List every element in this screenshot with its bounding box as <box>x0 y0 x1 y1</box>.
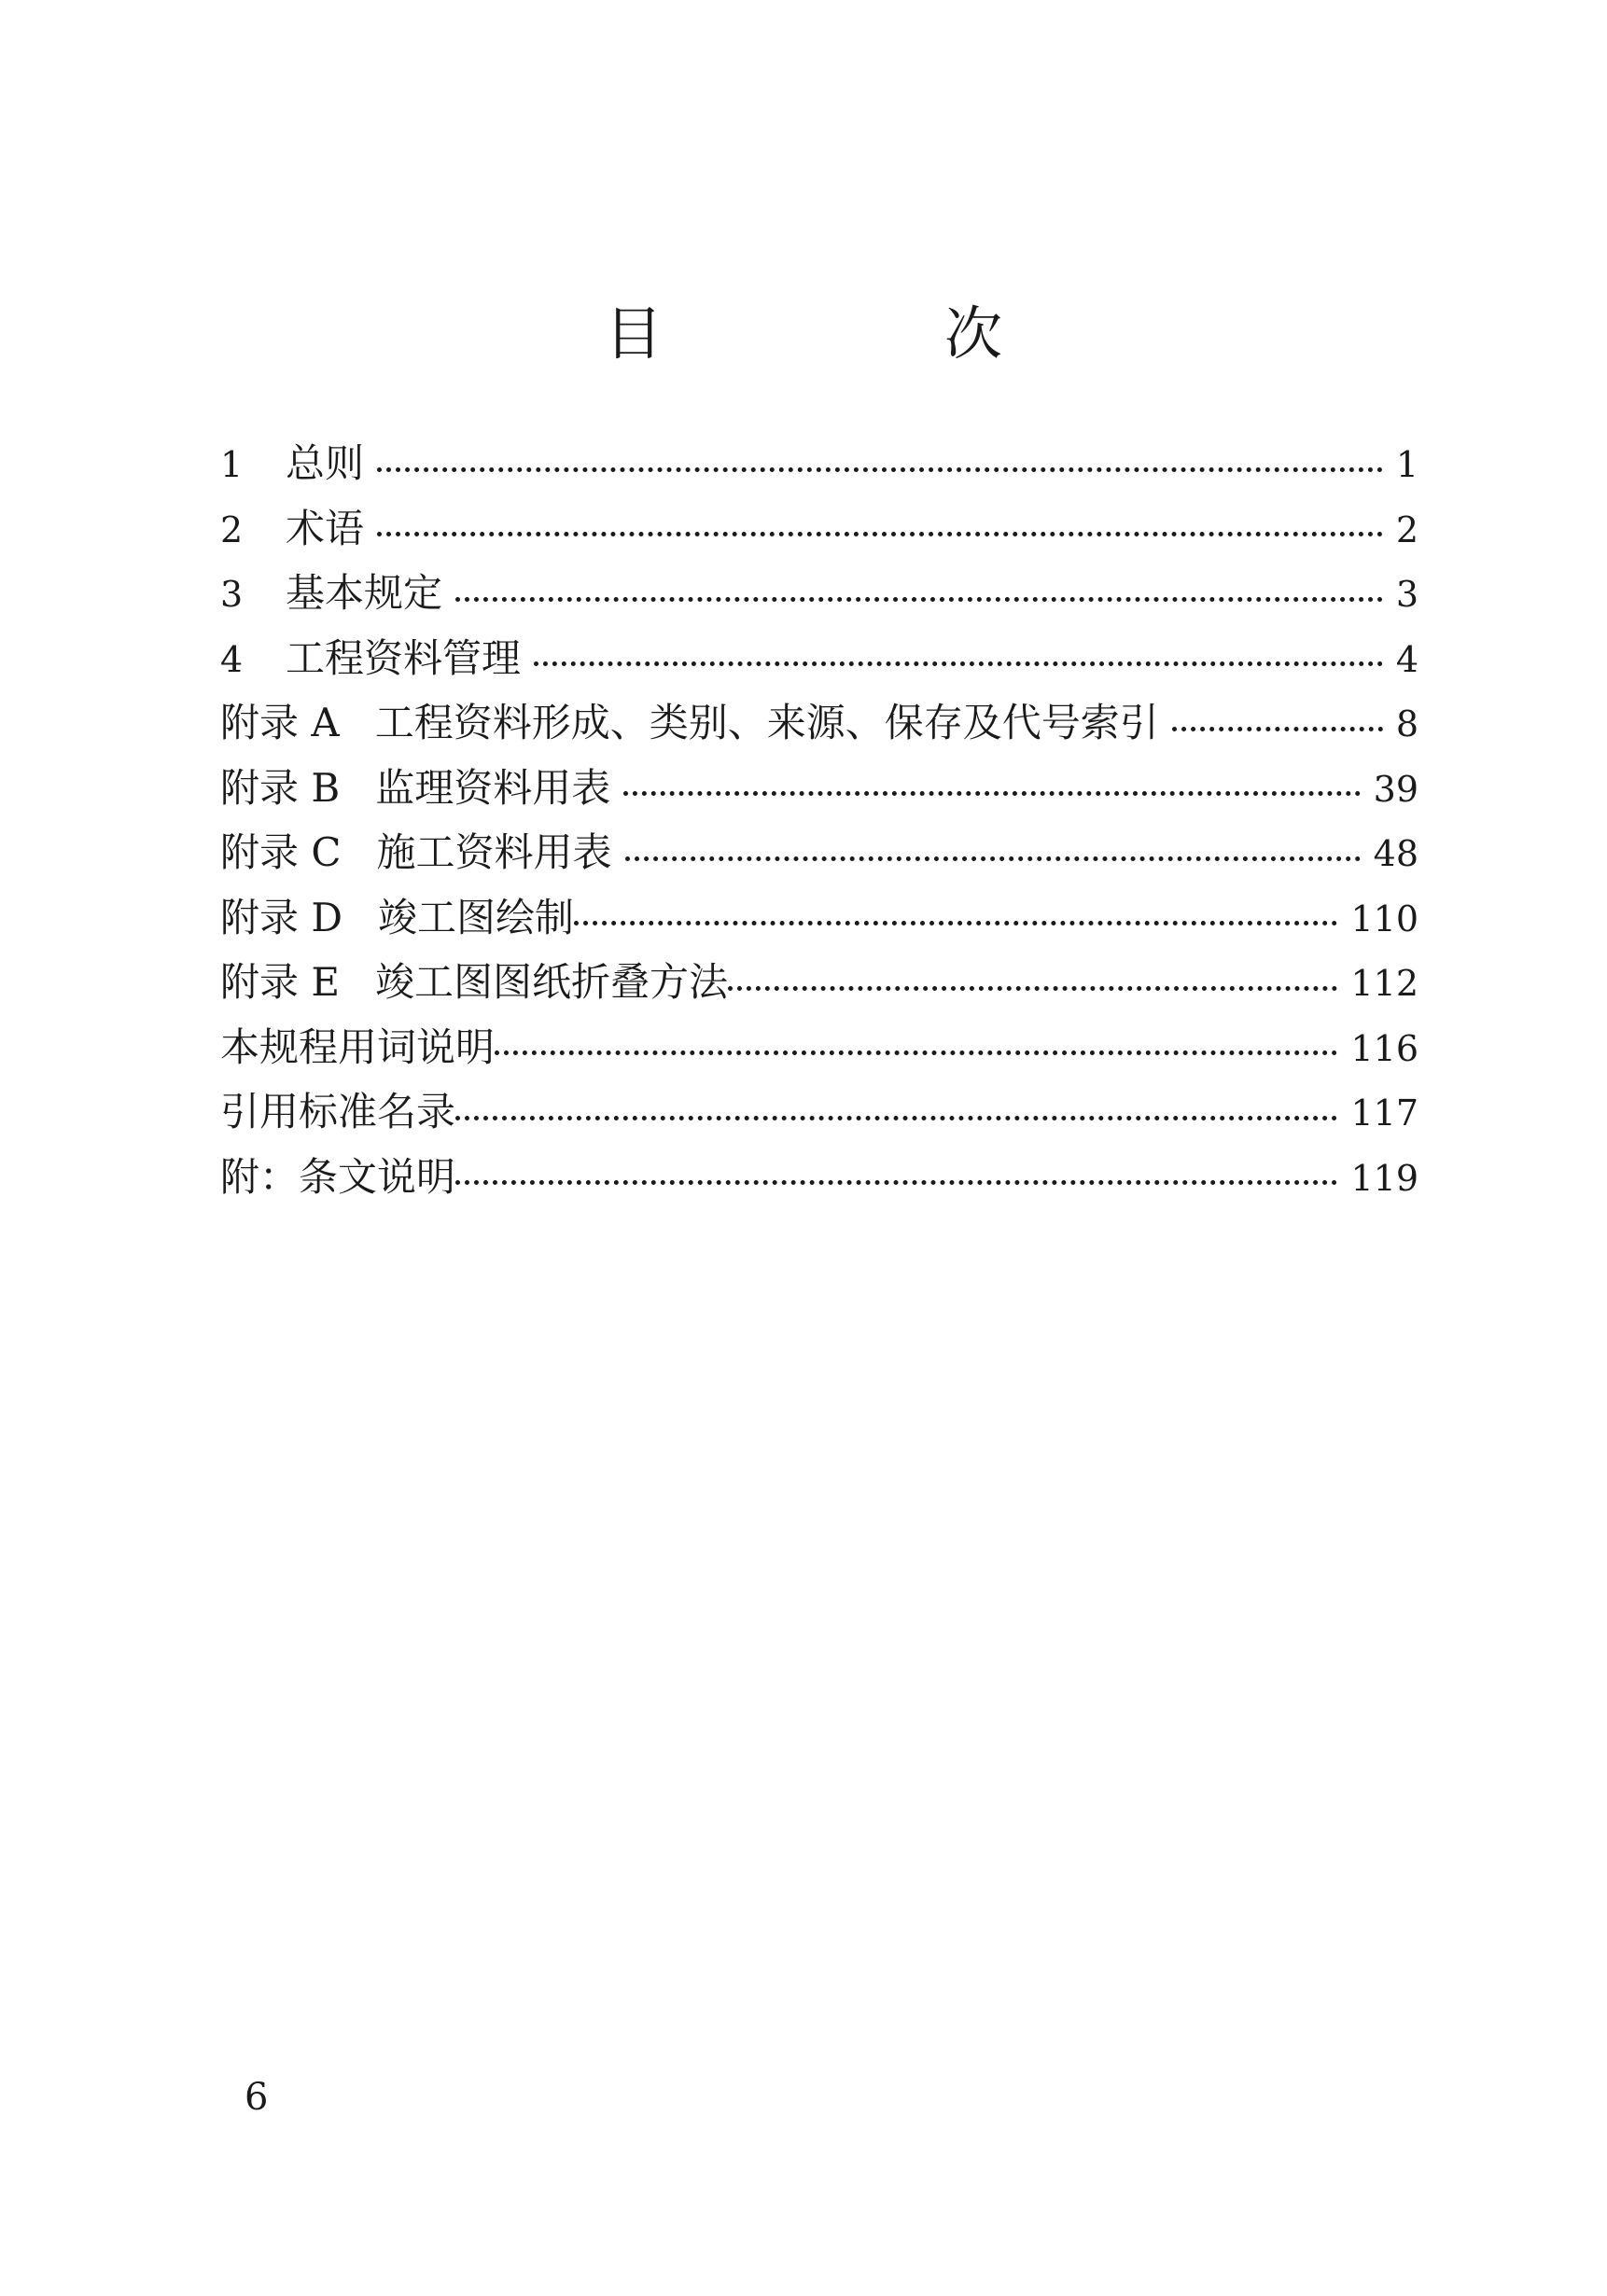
page-number: 116 <box>1350 1027 1418 1069</box>
toc-entry[interactable] <box>220 1015 1418 1080</box>
dot-leader <box>1172 697 1383 736</box>
appendix-title: 竣工图绘制 <box>378 894 575 940</box>
toc-entry[interactable] <box>220 431 1418 496</box>
toc-list <box>220 431 1418 1209</box>
toc-entry[interactable] <box>220 756 1418 821</box>
page-number: 1 <box>1395 444 1418 485</box>
dot-leader <box>495 1022 1337 1061</box>
chapter-title: 工程资料管理 <box>286 634 522 681</box>
dot-leader <box>534 633 1383 672</box>
toc-entry[interactable] <box>220 950 1418 1015</box>
toc-entry[interactable] <box>220 626 1418 691</box>
appendix-title: 监理资料用表 <box>375 764 611 811</box>
page-number: 2 <box>1395 508 1418 550</box>
dot-leader <box>574 892 1337 931</box>
appendix-prefix: 附录 E <box>220 959 341 1005</box>
dot-leader <box>625 827 1361 866</box>
section-title: 引用标准名录 <box>220 1089 456 1134</box>
chapter-number: 3 <box>220 574 244 615</box>
dot-leader <box>728 956 1337 995</box>
chapter-title: 总则 <box>286 440 365 486</box>
dot-leader <box>377 503 1383 542</box>
appendix-prefix: 附录 A <box>220 700 340 745</box>
appendix-prefix: 附录 C <box>220 829 342 875</box>
toc-entry[interactable] <box>220 1145 1418 1210</box>
section-title: 本规程用词说明 <box>220 1023 496 1070</box>
chapter-title: 基本规定 <box>286 570 443 616</box>
chapter-number: 4 <box>220 638 244 680</box>
page-number: 8 <box>1395 703 1418 744</box>
appendix-prefix: 附录 D <box>220 894 343 940</box>
toc-title: 目 次 <box>604 299 1114 368</box>
page-number: 119 <box>1350 1157 1418 1199</box>
dot-leader <box>455 567 1383 606</box>
toc-entry[interactable] <box>220 496 1418 562</box>
folio-page-number: 6 <box>245 2076 269 2119</box>
page-number: 3 <box>1395 574 1418 615</box>
page-number: 4 <box>1395 638 1418 680</box>
page-number: 48 <box>1373 833 1418 874</box>
appendix-title: 竣工图图纸折叠方法 <box>375 959 729 1005</box>
appendix-title: 施工资料用表 <box>376 829 612 875</box>
page-number: 112 <box>1350 963 1418 1004</box>
appendix-title: 工程资料形成、类别、来源、保存及代号索引 <box>374 700 1159 745</box>
toc-entry[interactable] <box>220 561 1418 626</box>
chapter-title: 术语 <box>286 505 365 551</box>
page-number: 110 <box>1350 898 1418 939</box>
section-title: 附：条文说明 <box>220 1153 456 1200</box>
dot-leader <box>377 438 1383 477</box>
toc-entry[interactable] <box>220 885 1418 951</box>
toc-entry[interactable] <box>220 1079 1418 1145</box>
page-number: 39 <box>1373 768 1418 810</box>
chapter-number: 2 <box>220 508 244 550</box>
toc-entry[interactable] <box>220 690 1418 756</box>
appendix-prefix: 附录 B <box>220 764 341 811</box>
toc-entry[interactable] <box>220 820 1418 885</box>
chapter-number: 1 <box>220 444 244 485</box>
dot-leader <box>623 762 1360 801</box>
page-number: 117 <box>1350 1092 1418 1134</box>
dot-leader <box>455 1086 1337 1125</box>
dot-leader <box>455 1151 1337 1190</box>
